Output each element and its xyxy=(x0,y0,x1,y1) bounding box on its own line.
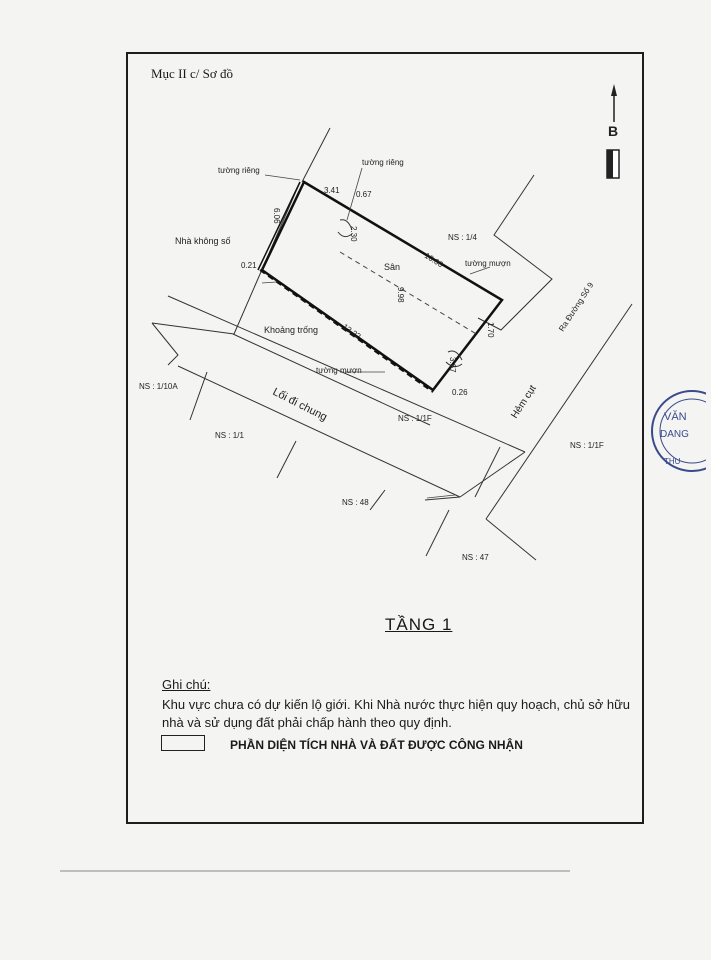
label-tuong-muon-bottom: tường mượn xyxy=(316,366,362,375)
dim-10-00: 10.00 xyxy=(422,251,445,270)
label-ns-1-1f-right: NS : 1/1F xyxy=(570,441,604,450)
dim-0-21: 0.21 xyxy=(241,261,257,270)
dim-9-98: 9.98 xyxy=(396,287,405,303)
label-ns-1-1: NS : 1/1 xyxy=(215,431,244,440)
dim-3-67: 3.67 xyxy=(448,357,457,373)
label-tuong-rieng-left: tường riêng xyxy=(218,166,260,175)
seal-text-3: THU xyxy=(664,457,681,466)
label-hem-cut: Hẻm cụt xyxy=(509,383,539,421)
dim-0-67: 0.67 xyxy=(356,190,372,199)
label-ra-duong-so-9: Ra Đường Số 9 xyxy=(557,280,596,334)
dim-13-22: 13.22 xyxy=(340,322,363,342)
compass-letter: B xyxy=(608,123,619,139)
seal-text-1: VĂN xyxy=(664,411,687,423)
label-ns-1-4: NS : 1/4 xyxy=(448,233,477,242)
label-ns-1-1f-mid: NS : 1/1F xyxy=(398,414,432,423)
label-tuong-rieng-top: tường riêng xyxy=(362,158,404,167)
legend-swatch xyxy=(161,735,205,751)
section-title: Mục II c/ Sơ đồ xyxy=(151,66,233,81)
notes-heading: Ghi chú: xyxy=(162,677,211,692)
notes-text: Khu vực chưa có dự kiến lộ giới. Khi Nhà nước thực hiện quy hoạch, chủ sở hữu nhà và sử dụng đất phải chấp hành theo quy định. xyxy=(162,697,631,730)
label-san: Sân xyxy=(384,262,401,272)
lot-dashed-inner xyxy=(340,252,478,335)
dim-2-30: 2.30 xyxy=(349,226,358,242)
label-tuong-muon-right: tường mượn xyxy=(465,259,511,268)
dim-0-26: 0.26 xyxy=(452,388,468,397)
official-seal xyxy=(646,382,706,480)
label-ns-48: NS : 48 xyxy=(342,498,369,507)
dim-6-06: 6.06 xyxy=(272,208,281,224)
legend-text: PHẦN DIỆN TÍCH NHÀ VÀ ĐẤT ĐƯỢC CÔNG NHẬN xyxy=(230,738,523,752)
label-loi-di-chung: Lối đi chung xyxy=(270,385,329,424)
seal-text-2: DANG xyxy=(660,429,689,440)
lot-left-edge xyxy=(258,182,300,270)
lot-boundary xyxy=(262,182,502,390)
neighbor-lines xyxy=(152,128,632,560)
label-nha-khong-so: Nhà không số xyxy=(175,236,231,246)
label-khoang-trong: Khoảng trống xyxy=(264,325,319,335)
dim-3-41: 3.41 xyxy=(324,186,340,195)
dim-1-70: 1.70 xyxy=(486,322,495,338)
label-ns-47: NS : 47 xyxy=(462,553,489,562)
label-ns-1-10a: NS : 1/10A xyxy=(139,382,178,391)
floor-label: TẦNG 1 xyxy=(385,615,453,634)
